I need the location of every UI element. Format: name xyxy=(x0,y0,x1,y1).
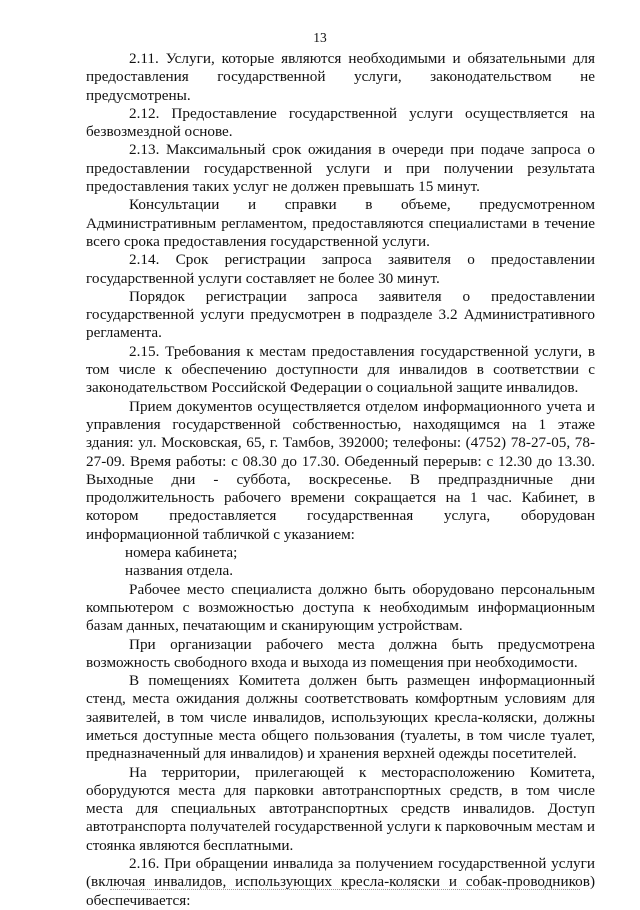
paragraph-2-13: 2.13. Максимальный срок ожидания в очереди при подаче запроса о предоставлении государственной услуги и при получении результата предоставления таких услуг не должен превышать 15 минут. xyxy=(86,141,595,196)
page-number: 13 xyxy=(313,30,327,45)
paragraph-committee-premises: В помещениях Комитета должен быть размещен информационный стенд, места ожидания должны соответствовать комфортным условиям для заявителей, в том числе инвалидов, использующих кресла-коляски, должны иметься доступные места общего пользования (туалеты, в том числе туалет, предназначенный для инвалидов) и хранения верхней одежды посетителей. xyxy=(86,672,595,763)
scan-artifact-line xyxy=(110,889,580,892)
paragraph-2-14: 2.14. Срок регистрации запроса заявителя о предоставлении государственной услуги составляет не более 30 минут. xyxy=(86,251,595,287)
paragraph-2-12: 2.12. Предоставление государственной услуги осуществляется на безвозмездной основе. xyxy=(86,104,595,141)
list-item-department-name: названия отдела. xyxy=(125,562,234,580)
paragraph-workplace-access: При организации рабочего места должна быть предусмотрена возможность свободного входа и выхода из помещения при необходимости. xyxy=(86,635,595,671)
list-item-room-number: номера кабинета; xyxy=(125,544,238,562)
paragraph-workplace: Рабочее место специалиста должно быть оборудовано персональным компьютером с возможностью доступа к необходимым информационным базам данных, печатающим и сканирующим устройствам. xyxy=(86,580,595,635)
paragraph-parking: На территории, прилегающей к месторасположению Комитета, оборудуются места для парковки автотранспортных средств, в том числе места для специальных автотранспортных средств инвалидов. Доступ автотранспорта получателей государственной услуги к парковочным местам и стоянка являются бесплатными. xyxy=(86,763,595,854)
paragraph-registration-order: Порядок регистрации запроса заявителя о предоставлении государственной услуги предусмотрен в подразделе 3.2 Административного регламента. xyxy=(86,287,595,342)
paragraph-2-16: 2.16. При обращении инвалида за получением государственной услуги (включая инвалидов, использующих кресла-коляски и собак-проводников) обеспечивается: xyxy=(86,855,595,909)
document-body xyxy=(86,50,595,910)
paragraph-document-reception: Прием документов осуществляется отделом информационного учета и управления государственной собственностью, находящимся на 1 этаже здания: ул. Московская, 65, г. Тамбов, 392000; телефоны: (4752) 78-27-05, 78-27-09. Время работы: с 08.30 до 17.30. Обеденный перерыв: с 12.30 до 13.30. Выходные дни - суббота, воскресенье. В предпраздничные дни продолжительность рабочего времени сокращается на 1 час. Кабинет, в котором предоставляется государственная услуга, оборудован информационной табличкой с указанием: xyxy=(86,397,595,543)
paragraph-consultations: Консультации и справки в объеме, предусмотренном Административным регламентом, предоставляются специалистами в течение всего срока предоставления государственной услуги. xyxy=(86,196,595,250)
paragraph-2-15: 2.15. Требования к местам предоставления государственной услуги, в том числе к обеспечению доступности для инвалидов в соответствии с законодательством Российской Федерации о социальной защите инвалидов. xyxy=(86,342,595,397)
paragraph-2-11: 2.11. Услуги, которые являются необходимыми и обязательными для предоставления государственной услуги, законодательством не предусмотрены. xyxy=(86,50,595,104)
